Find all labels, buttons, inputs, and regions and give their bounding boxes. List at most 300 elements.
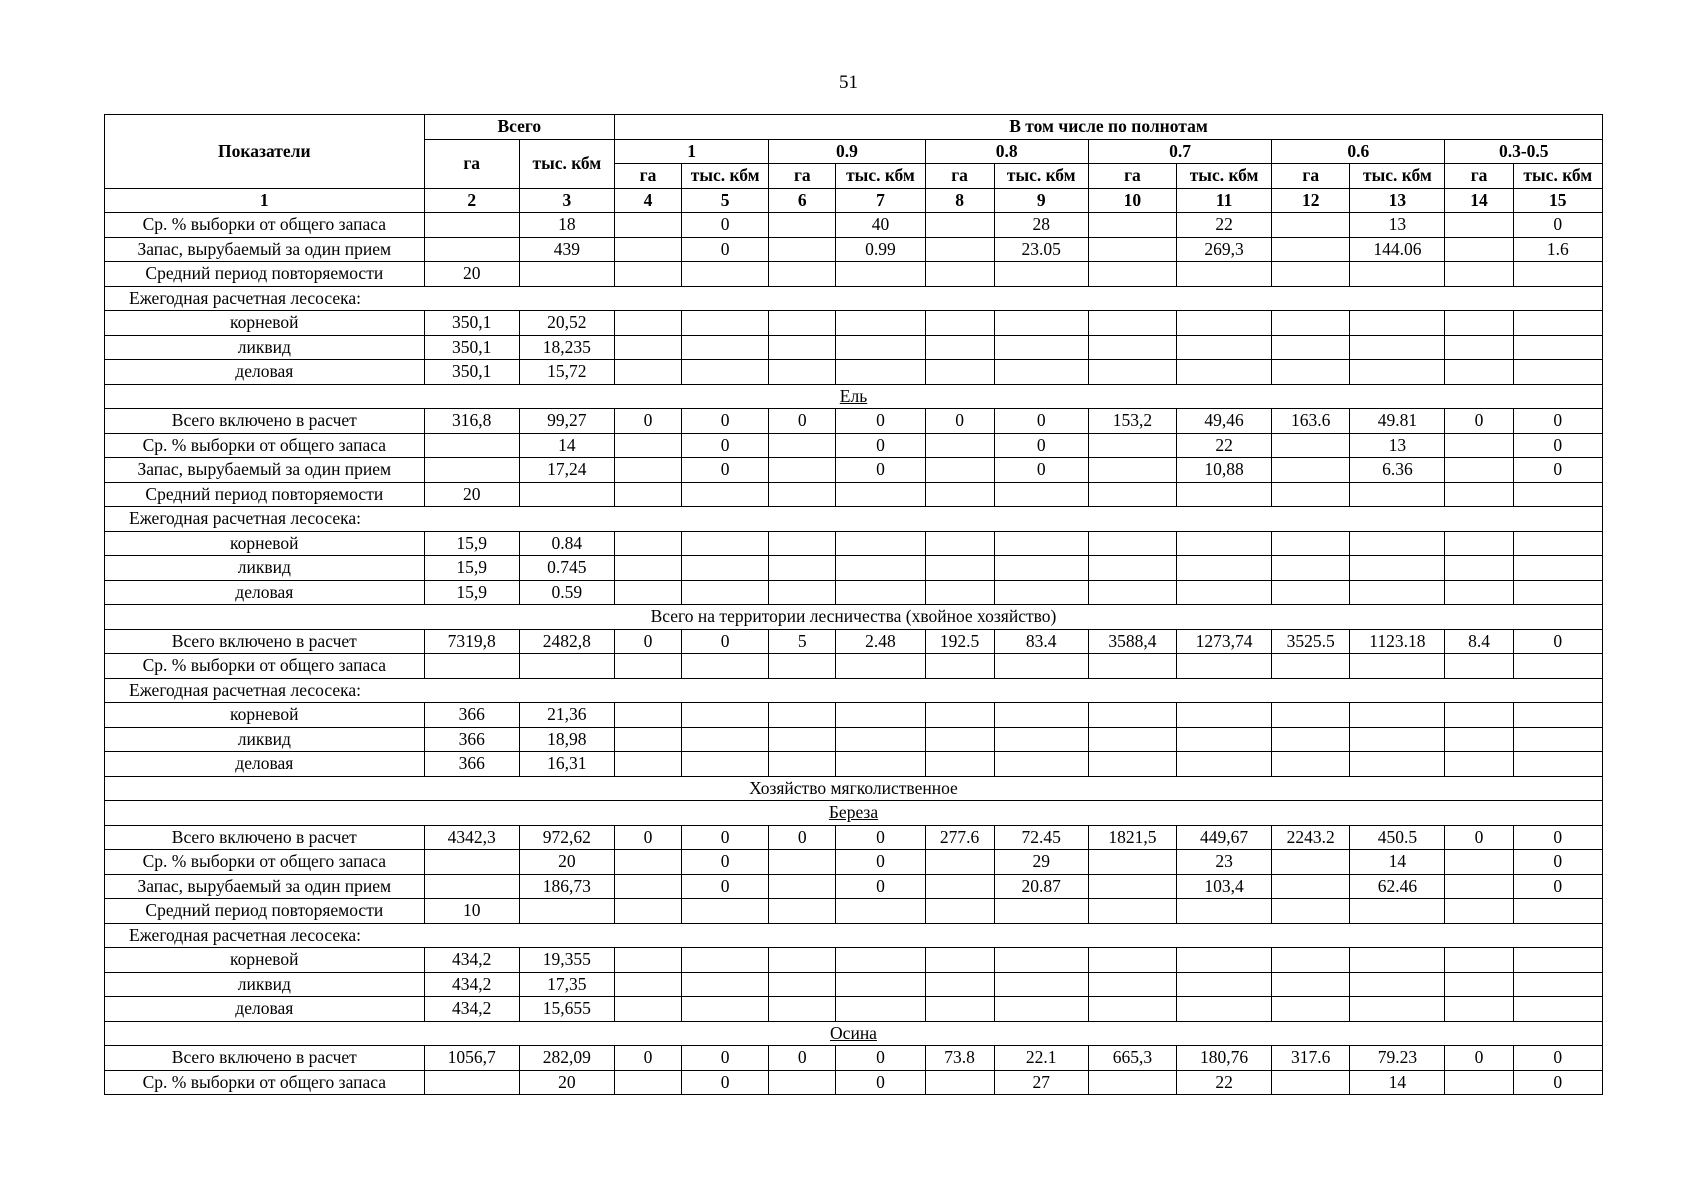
value-cell [769, 727, 836, 752]
value-cell [994, 727, 1088, 752]
value-cell [614, 262, 681, 287]
value-cell: 10 [424, 899, 519, 924]
value-cell: 350,1 [424, 335, 519, 360]
value-cell [614, 482, 681, 507]
value-cell: 0 [836, 1046, 925, 1071]
value-cell [1350, 752, 1445, 777]
value-cell [1088, 580, 1176, 605]
value-cell [925, 1070, 994, 1095]
value-cell [1513, 899, 1602, 924]
value-cell: 366 [424, 727, 519, 752]
value-cell: 0 [682, 1046, 769, 1071]
value-cell: 0 [682, 237, 769, 262]
section-row [105, 801, 1603, 826]
value-cell [1088, 703, 1176, 728]
value-cell [1272, 482, 1350, 507]
value-cell [1445, 458, 1513, 483]
indicator-cell: Средний период повторяемости [105, 482, 425, 507]
value-cell [925, 580, 994, 605]
value-cell [1088, 531, 1176, 556]
value-cell [1177, 580, 1272, 605]
value-cell [1445, 433, 1513, 458]
value-cell [769, 311, 836, 336]
value-cell: 192.5 [925, 629, 994, 654]
value-cell: 14 [1350, 850, 1445, 875]
value-cell [1177, 556, 1272, 581]
value-cell: 17,35 [519, 972, 614, 997]
section-heading: Ель [839, 385, 868, 406]
value-cell: 49.81 [1350, 409, 1445, 434]
value-cell: 665,3 [1088, 1046, 1176, 1071]
value-cell [994, 360, 1088, 385]
value-cell [994, 703, 1088, 728]
value-cell [1350, 335, 1445, 360]
value-cell [682, 654, 769, 679]
value-cell: 2243.2 [1272, 825, 1350, 850]
value-cell [994, 752, 1088, 777]
value-cell: 79.23 [1350, 1046, 1445, 1071]
value-cell: 186,73 [519, 874, 614, 899]
value-cell [614, 899, 681, 924]
value-cell: 277.6 [925, 825, 994, 850]
value-cell [1445, 874, 1513, 899]
value-cell [1272, 703, 1350, 728]
value-cell [925, 458, 994, 483]
table-row [105, 850, 1603, 875]
value-cell: 350,1 [424, 311, 519, 336]
value-cell: 144.06 [1350, 237, 1445, 262]
value-cell [1445, 360, 1513, 385]
value-cell [682, 360, 769, 385]
value-cell [1088, 752, 1176, 777]
value-cell [1350, 360, 1445, 385]
value-cell: 180,76 [1177, 1046, 1272, 1071]
table-row [105, 433, 1603, 458]
section-row [105, 605, 1603, 630]
value-cell: 0 [925, 409, 994, 434]
value-cell: 0 [1513, 1070, 1602, 1095]
value-cell: 8.4 [1445, 629, 1513, 654]
value-cell [1088, 654, 1176, 679]
value-cell [1177, 752, 1272, 777]
indicator-cell: деловая [105, 580, 425, 605]
value-cell [925, 482, 994, 507]
value-cell [1272, 874, 1350, 899]
value-cell: 0 [1445, 825, 1513, 850]
value-cell [614, 703, 681, 728]
table-row [105, 482, 1603, 507]
value-cell: 6.36 [1350, 458, 1445, 483]
value-cell [424, 1070, 519, 1095]
value-cell: 0 [614, 409, 681, 434]
value-cell: 972,62 [519, 825, 614, 850]
value-cell: 0 [836, 409, 925, 434]
value-cell [424, 654, 519, 679]
value-cell [994, 262, 1088, 287]
value-cell [994, 948, 1088, 973]
column-number: 8 [925, 188, 994, 213]
value-cell [1513, 360, 1602, 385]
value-cell [925, 948, 994, 973]
value-cell [1445, 213, 1513, 238]
value-cell: 0 [682, 1070, 769, 1095]
value-cell [1177, 654, 1272, 679]
value-cell [769, 213, 836, 238]
value-cell: 0 [994, 433, 1088, 458]
table-row [105, 629, 1603, 654]
value-cell [1272, 850, 1350, 875]
value-cell [836, 360, 925, 385]
value-cell [682, 948, 769, 973]
value-cell [1350, 703, 1445, 728]
indicator-cell: ликвид [105, 556, 425, 581]
value-cell: 10,88 [1177, 458, 1272, 483]
header-by-density: В том числе по полнотам [614, 115, 1602, 140]
value-cell [1445, 654, 1513, 679]
indicator-cell: Ср. % выборки от общего запаса [105, 850, 425, 875]
value-cell: 0 [1513, 825, 1602, 850]
value-cell: 15,9 [424, 531, 519, 556]
indicator-cell: деловая [105, 752, 425, 777]
value-cell: 49,46 [1177, 409, 1272, 434]
value-cell [994, 556, 1088, 581]
value-cell: 0 [1513, 433, 1602, 458]
value-cell: 282,09 [519, 1046, 614, 1071]
value-cell: 72.45 [994, 825, 1088, 850]
value-cell [994, 899, 1088, 924]
value-cell [1177, 703, 1272, 728]
value-cell [769, 237, 836, 262]
header-unit-m3: тыс. кбм [836, 164, 925, 189]
value-cell [994, 654, 1088, 679]
value-cell [925, 556, 994, 581]
column-number: 7 [836, 188, 925, 213]
value-cell [994, 997, 1088, 1022]
value-cell [1272, 335, 1350, 360]
value-cell: 13 [1350, 433, 1445, 458]
value-cell: 18 [519, 213, 614, 238]
value-cell: 0 [682, 850, 769, 875]
value-cell [424, 874, 519, 899]
value-cell [614, 335, 681, 360]
value-cell [1272, 654, 1350, 679]
value-cell [1272, 213, 1350, 238]
value-cell: 0 [682, 409, 769, 434]
indicator-cell: корневой [105, 703, 425, 728]
indicator-cell: ликвид [105, 972, 425, 997]
subheading-row [105, 678, 1603, 703]
value-cell [424, 213, 519, 238]
value-cell [836, 654, 925, 679]
value-cell [1445, 972, 1513, 997]
column-number: 12 [1272, 188, 1350, 213]
value-cell [925, 874, 994, 899]
value-cell: 0 [836, 1070, 925, 1095]
value-cell [1350, 262, 1445, 287]
value-cell [1272, 531, 1350, 556]
value-cell: 0 [682, 433, 769, 458]
table-row [105, 703, 1603, 728]
value-cell [1445, 899, 1513, 924]
value-cell [1350, 948, 1445, 973]
value-cell [769, 335, 836, 360]
value-cell: 7319,8 [424, 629, 519, 654]
value-cell [1177, 311, 1272, 336]
value-cell: 0 [769, 409, 836, 434]
section-heading-cell [105, 605, 1603, 630]
table-row [105, 1070, 1603, 1095]
value-cell [925, 262, 994, 287]
value-cell: 3588,4 [1088, 629, 1176, 654]
value-cell [925, 360, 994, 385]
header-density-group: 1 [614, 139, 768, 164]
subheading-cell: Ежегодная расчетная лесосека: [105, 286, 1603, 311]
value-cell [682, 580, 769, 605]
value-cell [614, 850, 681, 875]
value-cell [769, 1070, 836, 1095]
value-cell: 20,52 [519, 311, 614, 336]
value-cell: 15,9 [424, 556, 519, 581]
table-row [105, 899, 1603, 924]
value-cell [1272, 556, 1350, 581]
value-cell [1088, 972, 1176, 997]
value-cell [836, 703, 925, 728]
value-cell [1088, 262, 1176, 287]
value-cell [925, 997, 994, 1022]
value-cell: 23.05 [994, 237, 1088, 262]
table-row [105, 727, 1603, 752]
value-cell: 23 [1177, 850, 1272, 875]
value-cell [682, 972, 769, 997]
value-cell: 0.99 [836, 237, 925, 262]
header-density-group: 0.9 [769, 139, 925, 164]
value-cell [1350, 531, 1445, 556]
value-cell: 439 [519, 237, 614, 262]
table-row [105, 1046, 1603, 1071]
value-cell [1445, 703, 1513, 728]
value-cell [1513, 311, 1602, 336]
value-cell: 269,3 [1177, 237, 1272, 262]
value-cell: 19,355 [519, 948, 614, 973]
value-cell: 20 [519, 1070, 614, 1095]
indicator-cell: ликвид [105, 335, 425, 360]
value-cell [614, 752, 681, 777]
value-cell: 317.6 [1272, 1046, 1350, 1071]
value-cell [836, 482, 925, 507]
value-cell [769, 433, 836, 458]
value-cell [614, 531, 681, 556]
value-cell: 0 [1513, 1046, 1602, 1071]
value-cell [925, 899, 994, 924]
value-cell [1088, 482, 1176, 507]
value-cell [614, 580, 681, 605]
indicator-cell: Всего включено в расчет [105, 409, 425, 434]
table-row [105, 972, 1603, 997]
value-cell [769, 360, 836, 385]
value-cell [682, 997, 769, 1022]
value-cell [682, 899, 769, 924]
value-cell [1088, 1070, 1176, 1095]
value-cell [424, 237, 519, 262]
value-cell [1445, 556, 1513, 581]
value-cell: 0 [682, 458, 769, 483]
section-row [105, 1021, 1603, 1046]
value-cell [836, 752, 925, 777]
value-cell: 316,8 [424, 409, 519, 434]
value-cell [1088, 899, 1176, 924]
value-cell: 14 [519, 433, 614, 458]
value-cell [519, 482, 614, 507]
header-unit-m3: тыс. кбм [994, 164, 1088, 189]
value-cell [1177, 531, 1272, 556]
value-cell [1088, 360, 1176, 385]
value-cell: 0 [682, 825, 769, 850]
value-cell [925, 237, 994, 262]
column-number: 5 [682, 188, 769, 213]
value-cell [836, 899, 925, 924]
indicator-cell: Всего включено в расчет [105, 825, 425, 850]
value-cell: 0 [682, 213, 769, 238]
value-cell [1513, 997, 1602, 1022]
value-cell [836, 311, 925, 336]
value-cell: 0 [836, 458, 925, 483]
value-cell: 449,67 [1177, 825, 1272, 850]
value-cell [1088, 311, 1176, 336]
value-cell [1272, 237, 1350, 262]
section-heading: Осина [830, 1022, 877, 1043]
value-cell: 3525.5 [1272, 629, 1350, 654]
value-cell [519, 654, 614, 679]
value-cell [1272, 1070, 1350, 1095]
value-cell: 0.745 [519, 556, 614, 581]
value-cell [1272, 727, 1350, 752]
subheading-row [105, 507, 1603, 532]
value-cell: 0 [614, 825, 681, 850]
section-heading-cell [105, 801, 1603, 826]
value-cell: 73.8 [925, 1046, 994, 1071]
value-cell [1445, 237, 1513, 262]
value-cell [614, 997, 681, 1022]
value-cell [1350, 899, 1445, 924]
header-total-ha: га [424, 139, 519, 188]
value-cell: 0 [994, 458, 1088, 483]
table-row [105, 654, 1603, 679]
value-cell [925, 752, 994, 777]
column-number: 11 [1177, 188, 1272, 213]
value-cell: 434,2 [424, 972, 519, 997]
value-cell [1177, 482, 1272, 507]
value-cell [1177, 948, 1272, 973]
value-cell: 21,36 [519, 703, 614, 728]
table-row [105, 458, 1603, 483]
indicator-cell: деловая [105, 360, 425, 385]
table-body [105, 213, 1603, 1095]
value-cell [1272, 580, 1350, 605]
table-row [105, 948, 1603, 973]
value-cell [614, 948, 681, 973]
value-cell [1445, 580, 1513, 605]
value-cell: 1123.18 [1350, 629, 1445, 654]
value-cell: 15,655 [519, 997, 614, 1022]
value-cell [424, 850, 519, 875]
value-cell [1513, 531, 1602, 556]
value-cell: 0 [994, 409, 1088, 434]
value-cell: 0.59 [519, 580, 614, 605]
value-cell [769, 997, 836, 1022]
value-cell [682, 311, 769, 336]
value-cell: 20 [519, 850, 614, 875]
value-cell: 0 [1513, 213, 1602, 238]
header-unit-ha: га [1445, 164, 1513, 189]
value-cell [682, 262, 769, 287]
value-cell: 0 [836, 825, 925, 850]
value-cell [424, 458, 519, 483]
value-cell: 0 [836, 874, 925, 899]
value-cell [682, 703, 769, 728]
value-cell [1513, 948, 1602, 973]
value-cell [1513, 335, 1602, 360]
value-cell [836, 972, 925, 997]
value-cell [1272, 311, 1350, 336]
value-cell: 434,2 [424, 948, 519, 973]
value-cell [769, 556, 836, 581]
value-cell [769, 531, 836, 556]
value-cell [1350, 311, 1445, 336]
value-cell: 2482,8 [519, 629, 614, 654]
value-cell: 1.6 [1513, 237, 1602, 262]
column-number: 3 [519, 188, 614, 213]
indicator-cell: Всего включено в расчет [105, 1046, 425, 1071]
value-cell [614, 237, 681, 262]
column-number: 9 [994, 188, 1088, 213]
value-cell [769, 850, 836, 875]
value-cell: 0.84 [519, 531, 614, 556]
allowable-cut-table [104, 114, 1603, 1095]
value-cell [1177, 360, 1272, 385]
table-row [105, 335, 1603, 360]
column-number: 4 [614, 188, 681, 213]
value-cell [614, 972, 681, 997]
value-cell [836, 727, 925, 752]
value-cell [1088, 874, 1176, 899]
indicator-cell: корневой [105, 531, 425, 556]
value-cell: 103,4 [1177, 874, 1272, 899]
table-row [105, 752, 1603, 777]
subheading-row [105, 923, 1603, 948]
value-cell [1088, 948, 1176, 973]
header-density-group: 0.6 [1272, 139, 1445, 164]
value-cell [1272, 972, 1350, 997]
section-heading: Хозяйство мягколиственное [749, 777, 958, 798]
value-cell [1513, 556, 1602, 581]
value-cell [925, 335, 994, 360]
value-cell [836, 531, 925, 556]
table-row [105, 874, 1603, 899]
subheading-cell: Ежегодная расчетная лесосека: [105, 678, 1603, 703]
value-cell [1272, 433, 1350, 458]
indicator-cell: ликвид [105, 727, 425, 752]
value-cell [682, 335, 769, 360]
value-cell: 0 [1445, 1046, 1513, 1071]
value-cell [925, 727, 994, 752]
value-cell: 15,9 [424, 580, 519, 605]
table-row [105, 580, 1603, 605]
header-unit-m3: тыс. кбм [1177, 164, 1272, 189]
value-cell [1177, 335, 1272, 360]
value-cell [614, 311, 681, 336]
value-cell [614, 213, 681, 238]
value-cell [769, 972, 836, 997]
